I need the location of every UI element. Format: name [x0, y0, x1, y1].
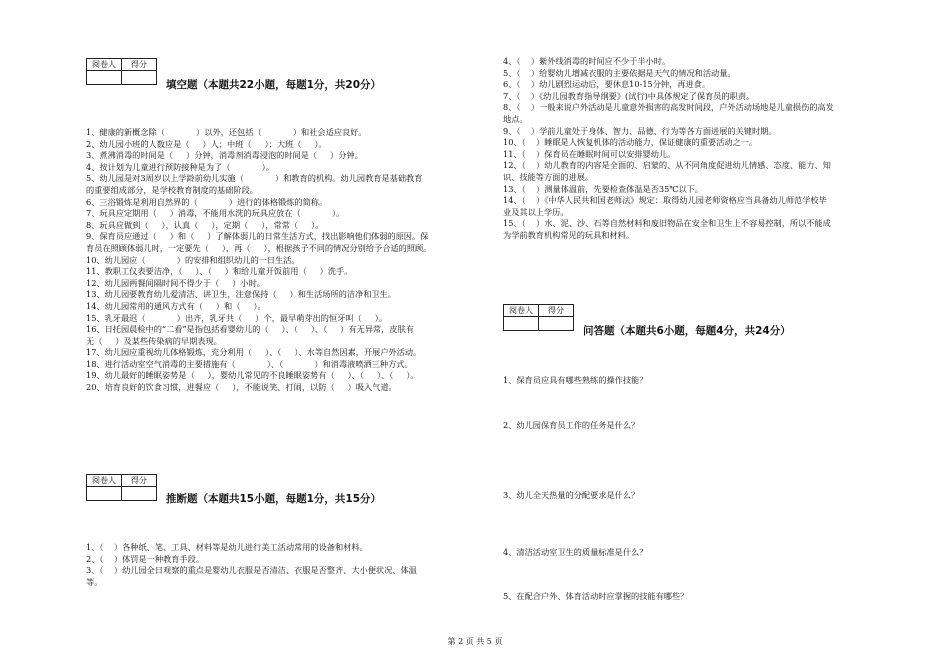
fill-blank-item: 的重要组成部分，是学校教育制度的基础阶段。: [86, 184, 258, 195]
score-cell[interactable]: [122, 71, 157, 85]
judgment-heading: 推断题（本题共15小题，每题1分，共15分）: [166, 493, 382, 505]
qa-question: 1、保育员应具有哪些熟练的操作技能？: [503, 375, 648, 385]
fill-blank-item: 2、幼儿园小班的人数应是（ ）人；中班（ ）；大班（ ）。: [86, 138, 327, 149]
judgment-item: 15、（ ）水、泥、沙、石等自然材料和废旧物品在安全和卫生上不容易控制，所以不能成: [503, 218, 831, 229]
fill-blank-item: 18、进行活动室空气消毒的主要措施有（ ）、（ ）和消毒液喷洒三种方式。: [86, 358, 413, 369]
score-box-fill-blank: [86, 58, 157, 85]
fill-blank-item: 9、保育员应通过（ ）和（ ）了解体弱儿的日常生活方式，找出影响他们体弱的原因。保: [86, 231, 429, 242]
judgment-item: 11、（ ）保育员在睡眠时间可以安排婴幼儿。: [503, 148, 676, 159]
score-label: 得分: [539, 305, 574, 317]
judgment-item: 13、（ ）测量体温前，先要检查体温是否35℃以下。: [503, 183, 704, 194]
score-box-judgment: [86, 474, 157, 501]
fill-blank-item: 4、按计划为儿童进行预防接种是为了（ ）。: [86, 161, 274, 172]
judgment-item: 2、（ ）体罚是一种教育手段。: [86, 553, 204, 564]
fill-blank-list: [86, 127, 486, 394]
judgment-item: 4、（ ）紫外线消毒的时间应不少于半小时。: [503, 56, 671, 66]
judgment-item: 等。: [86, 576, 103, 587]
judgment-item: 业及其以上学历。: [503, 206, 569, 217]
judgment-item: 12、（ ）幼儿教育的内容是全面的、启蒙的、从不同角度促进幼儿情感、态度、能力、知: [503, 160, 831, 171]
fill-blank-item: 3、煮沸消毒的时间是（ ）分钟，消毒剂消毒浸泡的时间是（ ）分钟。: [86, 150, 363, 161]
judgment-list-left: [86, 542, 486, 588]
judgment-item: 14、（ ）《中华人民共和国老师法》规定：取得幼儿园老师资格应当具备幼儿师范学校毕: [503, 195, 827, 206]
qa-question: 5、在配合户外、体育活动时应掌握的技能有哪些？: [503, 591, 689, 601]
fill-blank-item: 无（ ）及某些传染病的早期表现。: [86, 335, 222, 346]
score-label: 得分: [122, 475, 157, 487]
fill-blank-item: 10、幼儿园应（ ）的安排和组织幼儿的一日生活。: [86, 254, 300, 265]
judgment-item: 3、（ ）幼儿园全日观察的重点是婴幼儿衣服是否清洁、衣服是否整齐、大小便状况、体温: [86, 565, 417, 576]
judgment-item: 6、（ ）幼儿剧烈运动后，要休息10-15分钟，再进食。: [503, 79, 711, 90]
score-cell[interactable]: [539, 317, 574, 331]
score-label: 得分: [122, 59, 157, 71]
fill-blank-heading: 填空题（本题共22小题，每题1分，共20分）: [166, 79, 382, 91]
fill-blank-item: 20、培育良好的饮食习惯，进餐应（ ），不能说笑、打闹，以防（ ）吸入气道。: [86, 382, 397, 393]
judgment-list-right: [503, 56, 923, 242]
fill-blank-item: 19、幼儿最好的睡眠姿势是（ ），婴幼儿常见的不良睡眠姿势有（ ）、（ ）、（ ）。: [86, 370, 419, 381]
judgment-item: 9、（ ）学前儿童处于身体、智力、品德、行为等各方面进展的关键时期。: [503, 125, 777, 136]
judgment-item: 地点。: [503, 113, 528, 124]
judgment-item: 7、（ ）《幼儿园教育指导纲要》(试行)中具体规定了保育员的职责。: [503, 90, 755, 101]
qa-question: 2、幼儿园保育员工作的任务是什么？: [503, 420, 640, 430]
judgment-item: 8、（ ）一般来说户外活动是儿童意外损害的高发时间段，户外活动场地是儿童损伤的高发: [503, 102, 834, 113]
fill-blank-item: 5、幼儿园是对3周岁以上学龄前幼儿实施（ ）和教育的机构。幼儿园教育是基础教育: [86, 173, 423, 184]
judgment-item: 5、（ ）给婴幼儿增减衣服的主要依据是天气的情况和活动量。: [503, 67, 736, 78]
judgment-item: 10、（ ）睡眠是人恢复机体的活动能力，保证健康的重要活动之一。: [503, 137, 758, 148]
fill-blank-item: 6、三浴锻炼是利用自然界的（ ）进行的体格锻炼的简称。: [86, 196, 328, 207]
fill-blank-item: 12、幼儿园两餐间隔时间不得少于（ ）小时。: [86, 277, 265, 288]
qa-question: 4、清洁活动室卫生的质量标准是什么？: [503, 547, 648, 557]
reviewer-cell[interactable]: [87, 487, 122, 501]
reviewer-cell[interactable]: [87, 71, 122, 85]
fill-blank-item: 育员在照顾体弱儿时，一定要先（ ），再（ ），根据孩子不同的情况分别给予合适的照顾。: [86, 242, 432, 253]
fill-blank-item: 17、幼儿园应重视幼儿体格锻炼，充分利用（ ）、（ ）、水等自然因素，开展户外活动。: [86, 347, 422, 358]
fill-blank-item: 1、健康的新概念除（ ）以外，还包括（ ）和社会适应良好。: [86, 127, 367, 137]
reviewer-label: 阅卷人: [87, 475, 122, 487]
fill-blank-item: 7、玩具应定期用（ ）消毒，不能用水洗的玩具应放在（ ）。: [86, 208, 345, 219]
fill-blank-item: 8、玩具应做到（ ），认真（ ），定期（ ），常常（ ）。: [86, 219, 324, 230]
qa-heading: 问答题（本题共6小题，每题4分，共24分）: [583, 325, 791, 337]
fill-blank-item: 11、教职工仪表要洁净，（ ）、（ ）和给儿童开饭前用（ ）洗手。: [86, 266, 353, 277]
fill-blank-item: 15、乳牙最迟（ ）出齐，乳牙共（ ）个，最早萌芽出的恒牙叫（ ）。: [86, 312, 388, 323]
reviewer-label: 阅卷人: [504, 305, 539, 317]
fill-blank-item: 14、幼儿园常用的通风方式有（ ）和（ ）。: [86, 300, 266, 311]
fill-blank-item: 13、幼儿园要教育幼儿爱清洁、讲卫生，注意保持（ ）和生活场所的洁净和卫生。: [86, 289, 396, 300]
reviewer-label: 阅卷人: [87, 59, 122, 71]
page-footer: 第 2 页 共 5 页: [447, 637, 503, 646]
fill-blank-item: 16、日托园晨检中的“二看”是指包括看婴幼儿的（ ）、（ ）、（ ）有无异常，皮肤有: [86, 324, 414, 335]
qa-question: 3、幼儿全天热量的分配要求是什么？: [503, 490, 640, 500]
judgment-item: 为学前教育机构常见的玩具和材料。: [503, 229, 635, 240]
judgment-item: 1、（ ）各种纸、笔、工具、材料等是幼儿进行美工活动常用的设备和材料。: [86, 542, 368, 552]
score-box-qa: [503, 304, 574, 331]
score-cell[interactable]: [122, 487, 157, 501]
judgment-item: 识、技能等方面的进展。: [503, 171, 594, 182]
reviewer-cell[interactable]: [504, 317, 539, 331]
